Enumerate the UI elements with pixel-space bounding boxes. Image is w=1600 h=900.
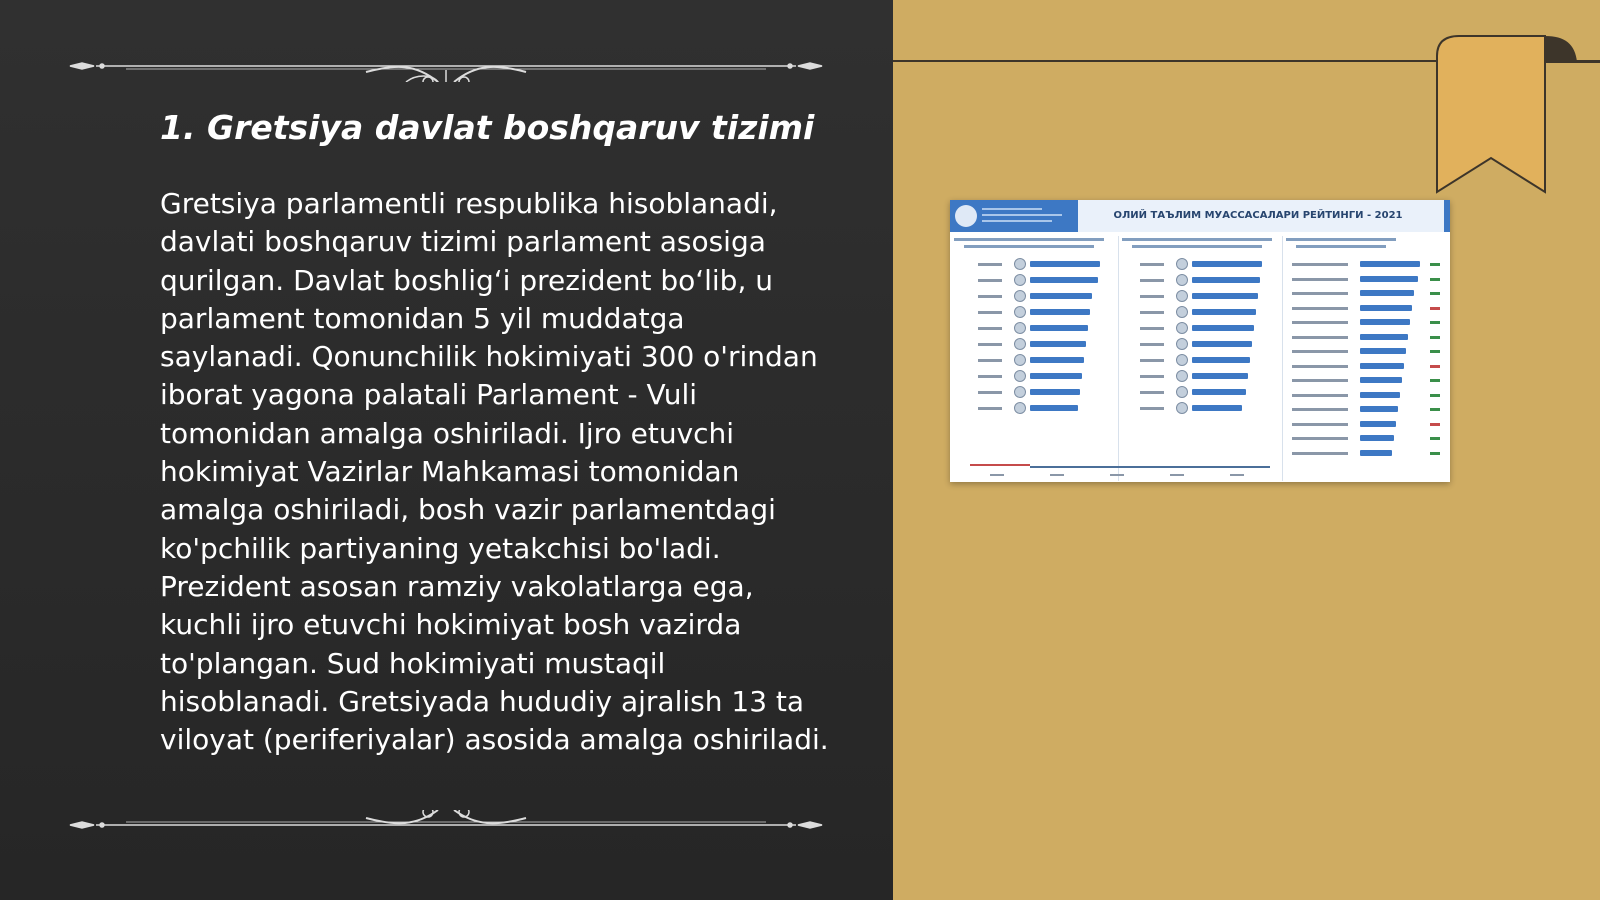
institution-icon [1176,370,1188,382]
change-indicator [1430,292,1440,295]
emblem-icon [955,205,977,227]
change-indicator [1430,437,1440,440]
rating-bar [1360,377,1402,383]
change-indicator [1430,365,1440,368]
row-label [1140,327,1164,330]
row-label [1292,336,1348,339]
change-indicator [1430,350,1440,353]
row-label [1140,263,1164,266]
institution-icon [1176,306,1188,318]
row-label [1292,452,1348,455]
row-label [1292,379,1348,382]
rating-bar [1192,325,1254,331]
row-label [978,359,1002,362]
rating-bar [1360,348,1406,354]
column-header [1296,245,1386,248]
rating-bar [1192,341,1252,347]
rating-bar [1030,373,1082,379]
row-label [978,407,1002,410]
infographic-header [950,200,1450,232]
slide-title: 1. Gretsiya davlat boshqaruv tizimi [160,108,815,147]
institution-icon [1176,402,1188,414]
row-label [1292,423,1348,426]
row-label [1292,292,1348,295]
infographic-column-2 [1118,234,1282,444]
column-header [1132,245,1262,248]
rating-bar [1030,261,1100,267]
row-label [1140,391,1164,394]
institution-icon [1014,274,1026,286]
rating-bar [1192,277,1260,283]
row-label [1292,408,1348,411]
rating-bar [1030,293,1092,299]
row-label [1292,321,1348,324]
row-label [978,295,1002,298]
rating-bar [1030,357,1084,363]
infographic-logo [950,200,1078,232]
slide-body-text: Gretsiya parlamentli respublika hisoblanadi, davlati boshqaruv tizimi parlament asosiga qurilgan. Davlat boshlig‘i prezident bo‘lib, u parlament tomonidan 5 yil muddatga saylanadi. Qonunchilik hokimiyati 300 o'rindan iborat yagona palatali Parlament - Vuli tomonidan amalga oshiriladi. Ijro etuvchi hokimiyat Vazirlar Mahkamasi tomonidan amalga oshiriladi, bosh vazir parlamentdagi ko'pchilik partiyaning yetakchisi bo'ladi. Prezident asosan ramziy vakolatlarga ega, kuchli ijro etuvchi hokimiyat bosh vazirda to'plangan. Sud hokimiyati mustaqil hisoblanadi. Gretsiyada hududiy ajralish 13 ta viloyat (periferiyalar) asosida amalga oshiriladi. [160,187,829,757]
institution-icon [1176,354,1188,366]
infographic-column-3 [1282,234,1450,444]
ornament-divider-bottom-icon [66,810,826,840]
rating-bar [1360,305,1412,311]
infographic-title: ОЛИЙ ТАЪЛИМ МУАССАСАЛАРИ РЕЙТИНГИ - 2021 [1113,210,1403,221]
row-label [1292,350,1348,353]
rating-bar [1192,309,1256,315]
institution-icon [1014,258,1026,270]
institution-icon [1176,322,1188,334]
change-indicator [1430,408,1440,411]
change-indicator [1430,336,1440,339]
bookmark-ribbon-icon [1425,34,1600,204]
row-label [1292,394,1348,397]
institution-icon [1014,322,1026,334]
column-header [964,245,1094,248]
column-header [1122,238,1272,241]
change-indicator [1430,278,1440,281]
ornament-divider-top-icon [66,52,826,82]
row-label [978,311,1002,314]
rating-bar [1192,389,1246,395]
row-label [1292,365,1348,368]
row-label [1292,437,1348,440]
rating-bar [1192,373,1248,379]
row-label [978,375,1002,378]
row-label [978,343,1002,346]
rating-bar [1360,435,1394,441]
row-label [1292,278,1348,281]
institution-icon [1176,258,1188,270]
row-label [978,327,1002,330]
rating-bar [1030,405,1078,411]
rating-bar [1030,325,1088,331]
row-label [978,391,1002,394]
rating-bar [1360,290,1414,296]
row-label [1292,263,1348,266]
change-indicator [1430,394,1440,397]
change-indicator [1430,263,1440,266]
institution-icon [1014,402,1026,414]
rating-bar [1030,341,1086,347]
rating-bar [1360,334,1408,340]
change-indicator [1430,321,1440,324]
change-indicator [1430,452,1440,455]
infographic-column-1 [950,234,1118,444]
row-label [1140,343,1164,346]
row-label [1140,311,1164,314]
rating-bar [1030,309,1090,315]
rating-bar [1192,405,1242,411]
rating-bar [1360,261,1420,267]
institution-icon [1176,290,1188,302]
rating-bar [1360,421,1396,427]
rating-bar [1192,357,1250,363]
institution-icon [1176,386,1188,398]
institution-icon [1176,338,1188,350]
change-indicator [1430,423,1440,426]
infographic-footer-trend [950,444,1280,482]
rating-bar [1030,277,1098,283]
row-label [1140,279,1164,282]
row-label [1140,407,1164,410]
change-indicator [1430,379,1440,382]
row-label [1140,295,1164,298]
rating-bar [1030,389,1080,395]
institution-icon [1014,290,1026,302]
column-header [1286,238,1396,241]
rating-bar [1360,276,1418,282]
row-label [1140,359,1164,362]
institution-icon [1014,386,1026,398]
column-header [954,238,1104,241]
rating-bar [1360,450,1392,456]
change-indicator [1430,307,1440,310]
rating-bar [1360,363,1404,369]
rating-bar [1360,406,1398,412]
row-label [1292,307,1348,310]
rating-bar [1360,319,1410,325]
institution-icon [1014,370,1026,382]
row-label [978,279,1002,282]
institution-icon [1176,274,1188,286]
rating-infographic-image [950,200,1450,482]
row-label [1140,375,1164,378]
rating-bar [1192,261,1262,267]
institution-icon [1014,306,1026,318]
rating-bar [1192,293,1258,299]
rating-bar [1360,392,1400,398]
institution-icon [1014,338,1026,350]
institution-icon [1014,354,1026,366]
row-label [978,263,1002,266]
